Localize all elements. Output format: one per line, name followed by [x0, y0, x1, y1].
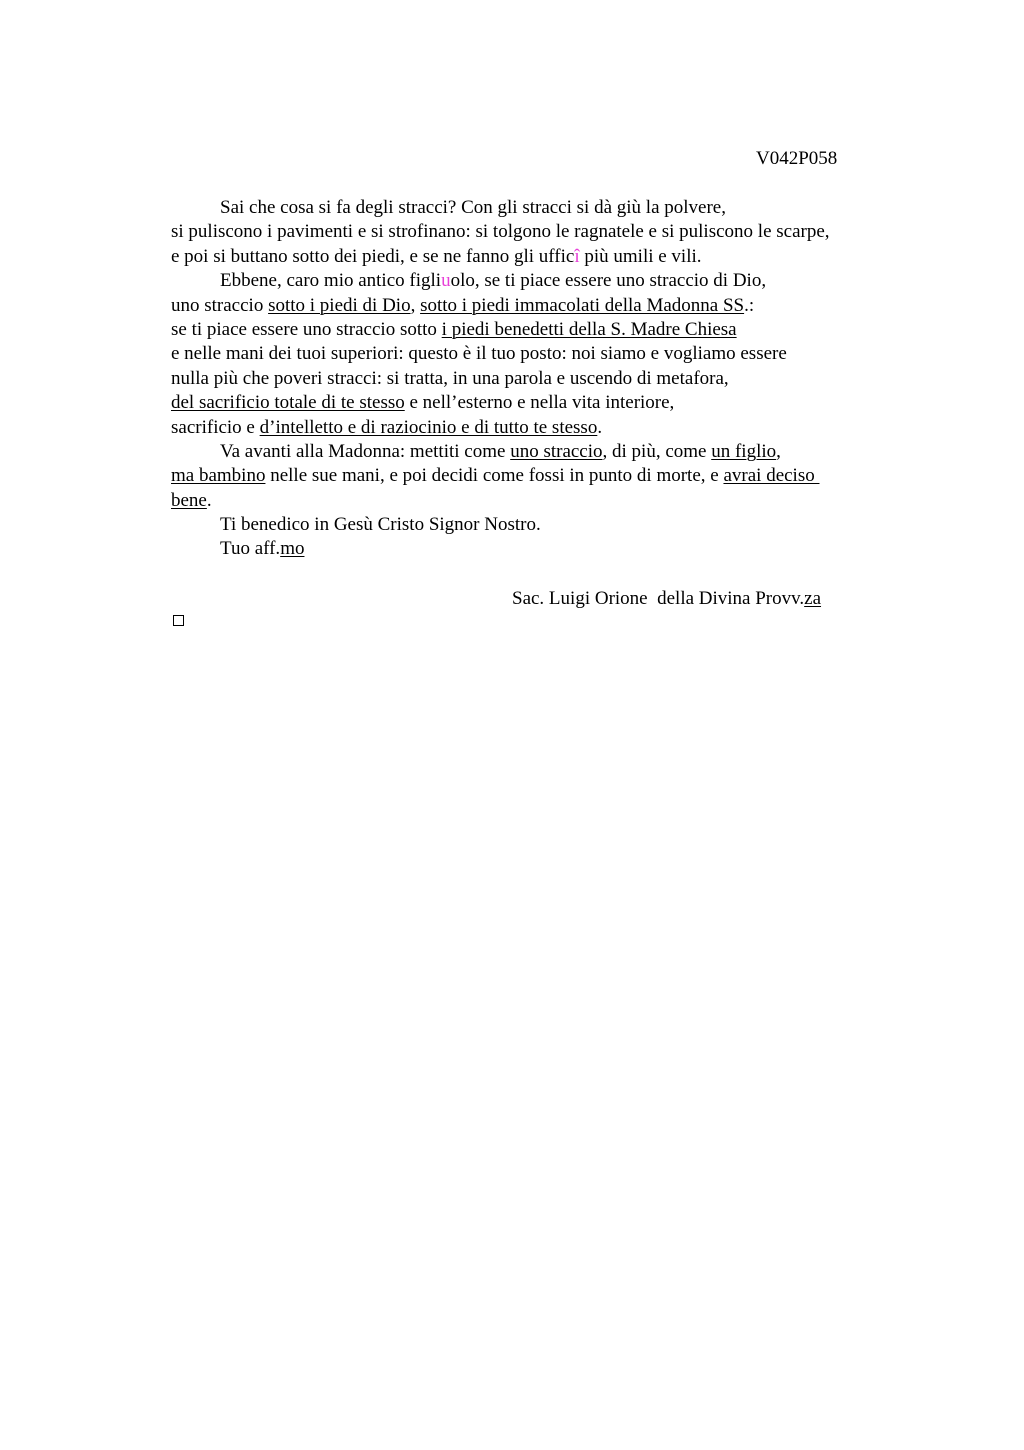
- underlined-phrase: d’intelletto e di raziocinio e di tutto te stesso: [259, 416, 598, 438]
- checkbox-icon: [173, 615, 184, 626]
- underlined-phrase: del sacrificio totale di te stesso: [171, 392, 405, 414]
- text-run: e nell’esterno e nella vita interiore,: [404, 392, 675, 414]
- text-run: nulla più che poveri stracci: si tratta, in una parola e uscendo di metafora,: [171, 367, 729, 389]
- text-run: olo, se ti piace essere uno straccio di Dio,: [450, 270, 767, 292]
- editorial-mark: u: [441, 270, 451, 292]
- text-run: uno straccio: [171, 294, 269, 316]
- underlined-phrase: ma bambino: [171, 465, 266, 487]
- underlined-phrase: mo: [280, 538, 305, 560]
- text-line: [171, 367, 931, 391]
- text-run: nelle sue mani, e poi decidi come fossi in punto di morte, e: [265, 465, 724, 487]
- editorial-mark: î: [574, 245, 580, 267]
- text-line: [171, 489, 931, 513]
- underlined-phrase: sotto i piedi di Dio: [268, 294, 411, 316]
- text-line: [171, 416, 931, 440]
- text-run: e poi si buttano sotto dei piedi, e se ne fanno gli uffic: [171, 245, 575, 267]
- text-run: Ebbene, caro mio antico figli: [220, 270, 442, 292]
- text-line: [171, 294, 931, 318]
- text-line: [171, 391, 931, 415]
- text-run: Tuo aff.: [220, 538, 281, 560]
- text-run: si puliscono i pavimenti e si strofinano: si tolgono le ragnatele e si puliscono le scarpe,: [171, 221, 830, 243]
- underlined-phrase: i piedi benedetti della S. Madre Chiesa: [441, 318, 737, 340]
- text-line: [171, 513, 931, 537]
- text-run: sacrificio e: [171, 416, 260, 438]
- signature-abbreviation: za: [804, 588, 822, 609]
- text-run: Sai che cosa si fa degli stracci? Con gli stracci si dà giù la polvere,: [220, 197, 726, 218]
- underlined-phrase: bene: [171, 489, 207, 511]
- text-run: ,: [410, 294, 421, 316]
- text-run: .: [597, 416, 603, 438]
- text-line: [171, 342, 931, 366]
- underlined-phrase: sotto i piedi immacolati della Madonna SS: [420, 294, 745, 316]
- signature: [512, 587, 821, 611]
- page-identifier: V042P058: [756, 148, 838, 169]
- text-line: [171, 318, 931, 342]
- text-line: [171, 196, 931, 220]
- text-line: [171, 220, 931, 244]
- text-line: [171, 537, 931, 561]
- underlined-phrase: un figlio: [711, 440, 777, 462]
- text-line: [171, 245, 931, 269]
- text-run: più umili e vili.: [579, 245, 702, 267]
- text-line: [171, 464, 931, 488]
- text-run: .: [206, 489, 212, 511]
- text-run: , di più, come: [602, 440, 712, 462]
- text-line: [171, 269, 931, 293]
- text-run: .:: [744, 294, 755, 316]
- letter-body: [171, 196, 931, 562]
- underlined-phrase: avrai deciso: [723, 465, 820, 487]
- text-line: [171, 440, 931, 464]
- text-run: Va avanti alla Madonna: mettiti come: [220, 440, 511, 462]
- underlined-phrase: uno straccio: [510, 440, 603, 462]
- text-run: ,: [776, 440, 781, 462]
- text-run: se ti piace essere uno straccio sotto: [171, 318, 442, 340]
- text-run: e nelle mani dei tuoi superiori: questo è il tuo posto: noi siamo e vogliamo essere: [171, 343, 787, 365]
- text-run: Ti benedico in Gesù Cristo Signor Nostro.: [220, 514, 541, 536]
- signature-name: Sac. Luigi Orione della Divina Provv.: [512, 588, 805, 609]
